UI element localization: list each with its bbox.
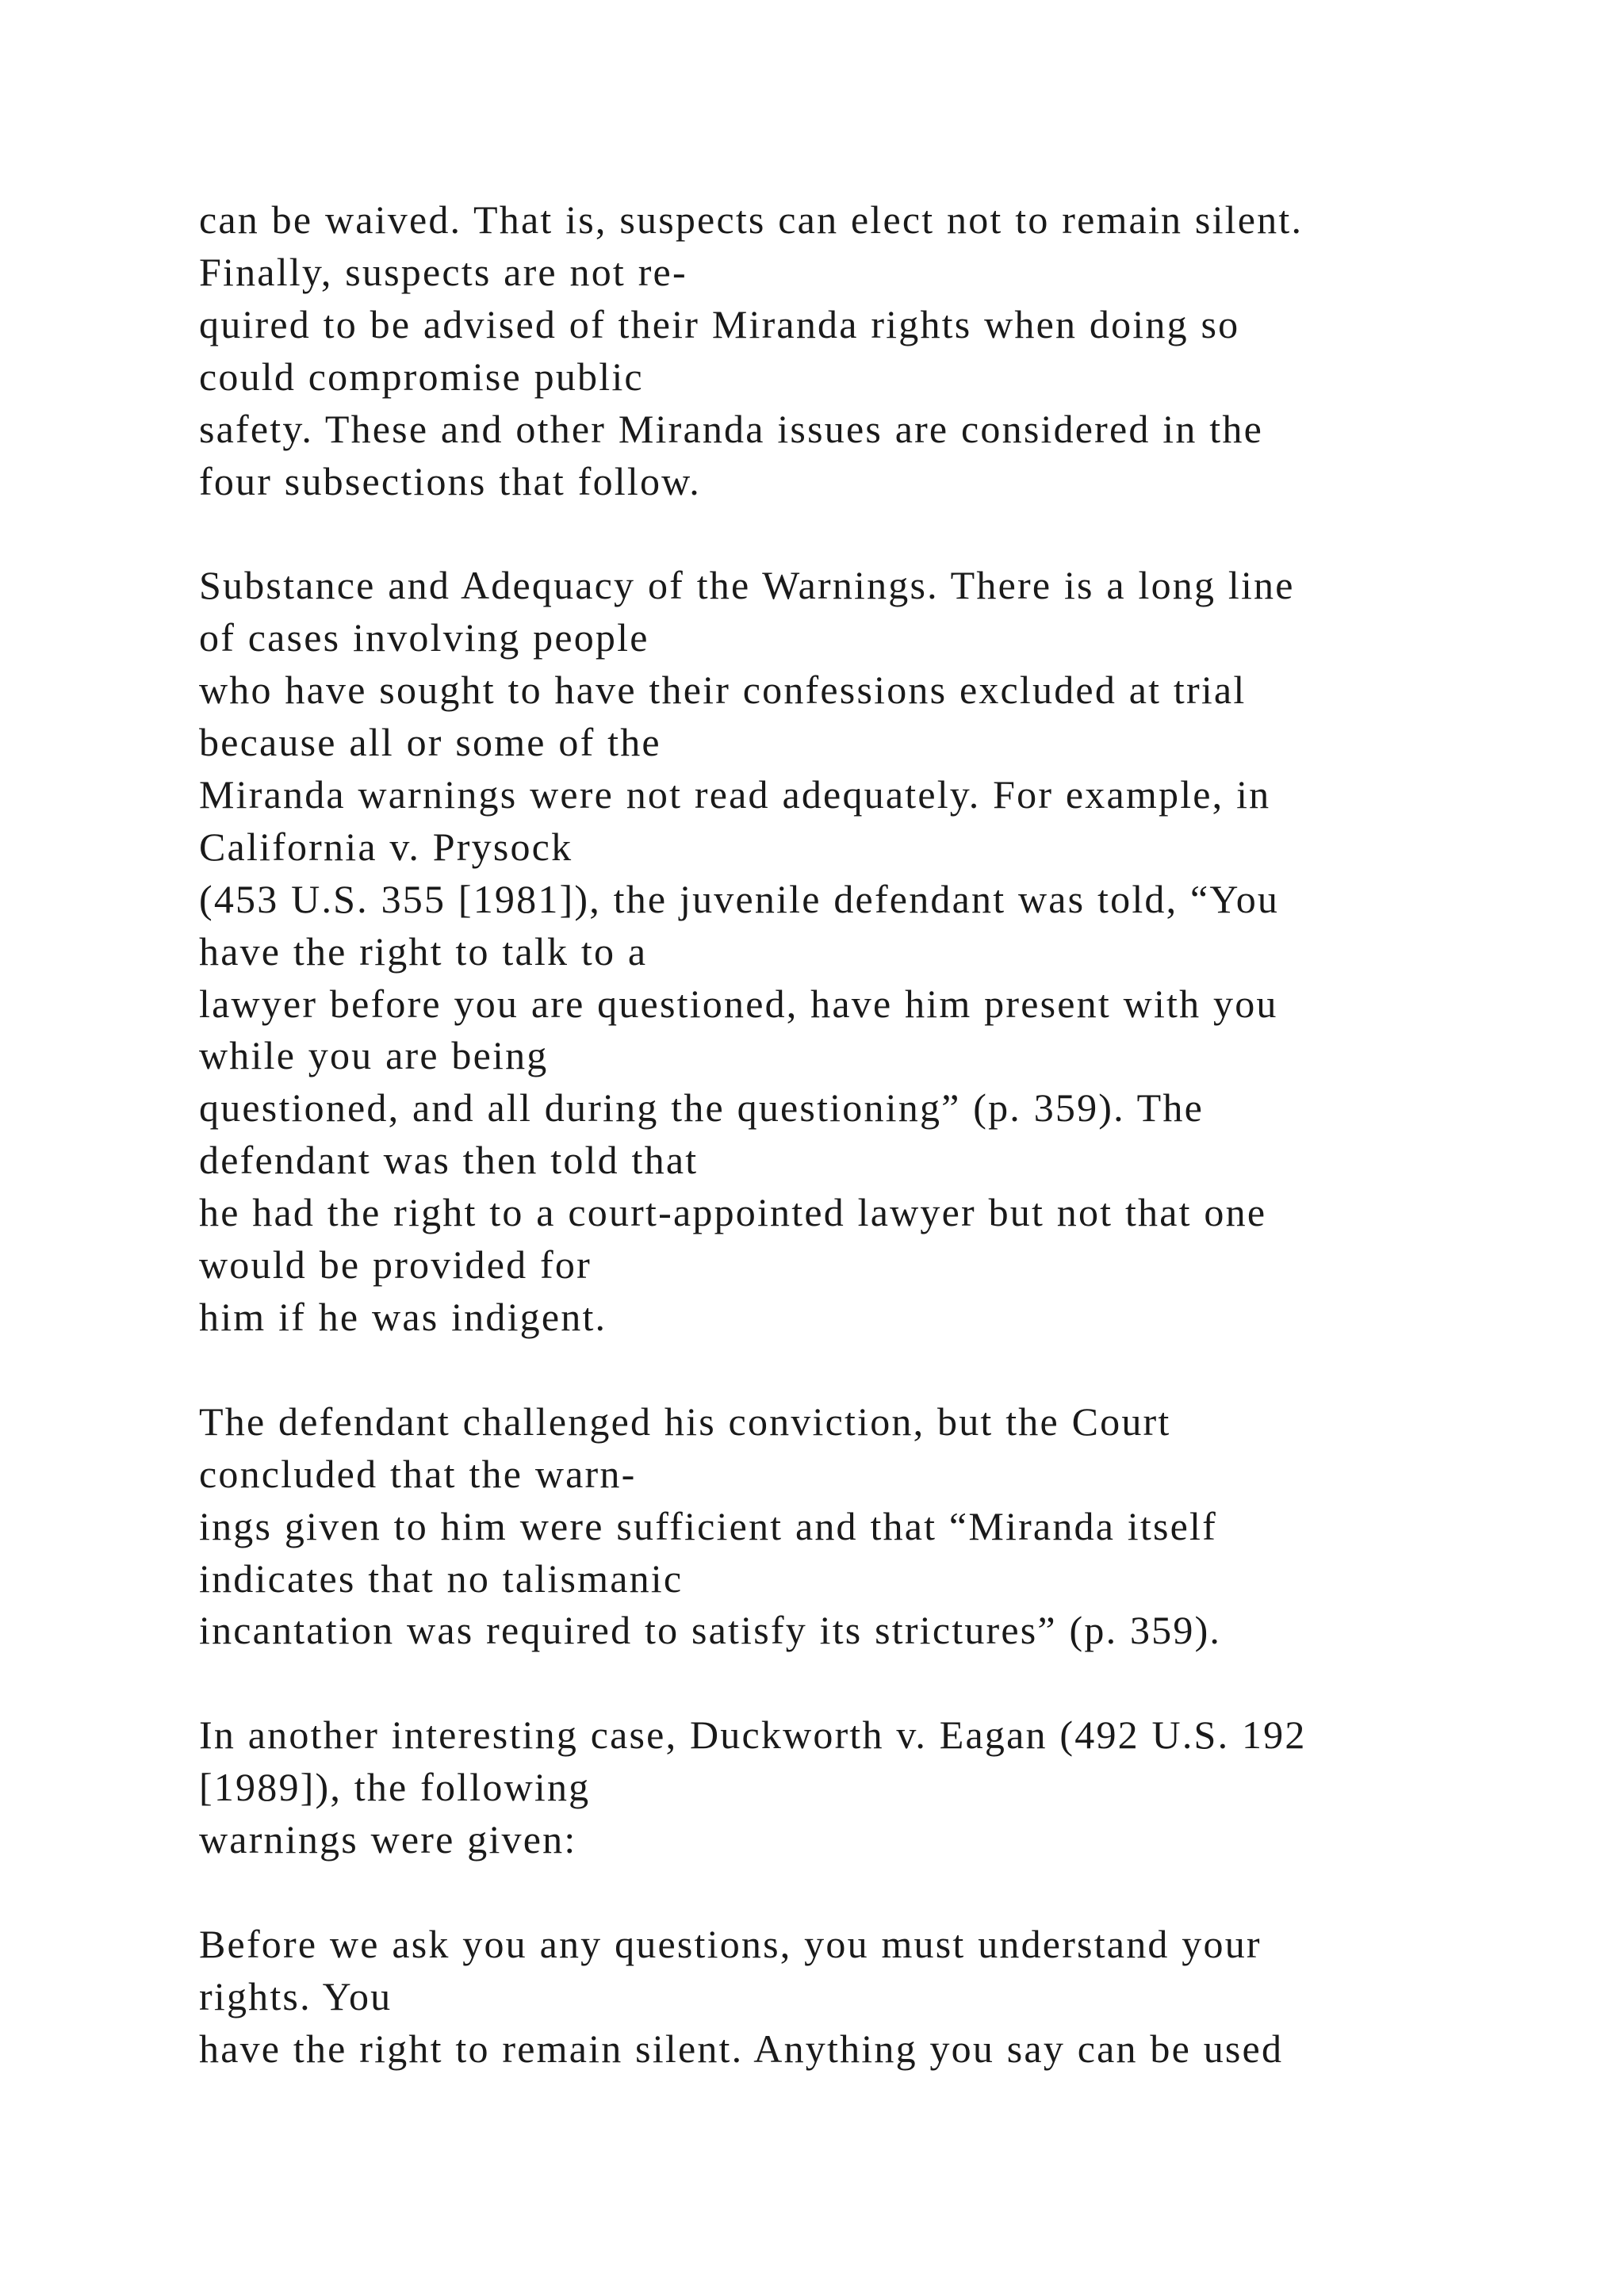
text-line: of cases involving people — [199, 615, 649, 660]
text-line: concluded that the warn- — [199, 1451, 637, 1496]
paragraph-duckworth-case — [199, 1709, 1618, 1866]
text-line: safety. These and other Miranda issues are considered in the — [199, 406, 1263, 451]
text-line: (453 U.S. 355 [1981]), the juvenile defendant was told, “You — [199, 876, 1280, 921]
text-line: The defendant challenged his conviction, but the Court — [199, 1399, 1171, 1444]
text-line: could compromise public — [199, 354, 644, 399]
paragraph-conviction-challenge — [199, 1396, 1618, 1658]
text-line: Substance and Adequacy of the Warnings. There is a long line — [199, 563, 1295, 608]
paragraph-miranda-waiver — [199, 194, 1618, 507]
text-line: because all or some of the — [199, 720, 661, 765]
text-line: indicates that no talismanic — [199, 1556, 684, 1601]
text-line: have the right to talk to a — [199, 928, 648, 974]
document-body — [199, 194, 1618, 2127]
text-line: warnings were given: — [199, 1817, 577, 1862]
paragraph-substance-adequacy — [199, 560, 1618, 1344]
text-line: he had the right to a court-appointed lawyer but not that one — [199, 1190, 1267, 1235]
text-line: Finally, suspects are not re- — [199, 249, 688, 294]
text-line: four subsections that follow. — [199, 458, 701, 503]
text-line: incantation was required to satisfy its strictures” (p. 359). — [199, 1608, 1222, 1653]
paragraph-warnings-quote — [199, 1919, 1618, 2076]
text-line: would be provided for — [199, 1242, 592, 1288]
text-line: In another interesting case, Duckworth v. Eagan (492 U.S. 192 — [199, 1712, 1307, 1758]
text-line: while you are being — [199, 1033, 549, 1078]
text-line: ings given to him were sufficient and that “Miranda itself — [199, 1503, 1217, 1548]
text-line: Before we ask you any questions, you must understand your — [199, 1921, 1262, 1966]
text-line: California v. Prysock — [199, 824, 573, 869]
text-line: him if he was indigent. — [199, 1295, 607, 1340]
text-line: Miranda warnings were not read adequately. For example, in — [199, 771, 1271, 817]
text-line: [1989]), the following — [199, 1765, 591, 1810]
text-line: can be waived. That is, suspects can elect not to remain silent. — [199, 197, 1304, 242]
text-line: lawyer before you are questioned, have him present with you — [199, 981, 1278, 1026]
text-line: questioned, and all during the questioning” (p. 359). The — [199, 1085, 1204, 1131]
text-line: have the right to remain silent. Anything you say can be used — [199, 2026, 1284, 2071]
text-line: quired to be advised of their Miranda rights when doing so — [199, 301, 1240, 346]
text-line: rights. You — [199, 1973, 393, 2019]
text-line: defendant was then told that — [199, 1138, 699, 1183]
text-line: who have sought to have their confessions excluded at trial — [199, 668, 1247, 713]
